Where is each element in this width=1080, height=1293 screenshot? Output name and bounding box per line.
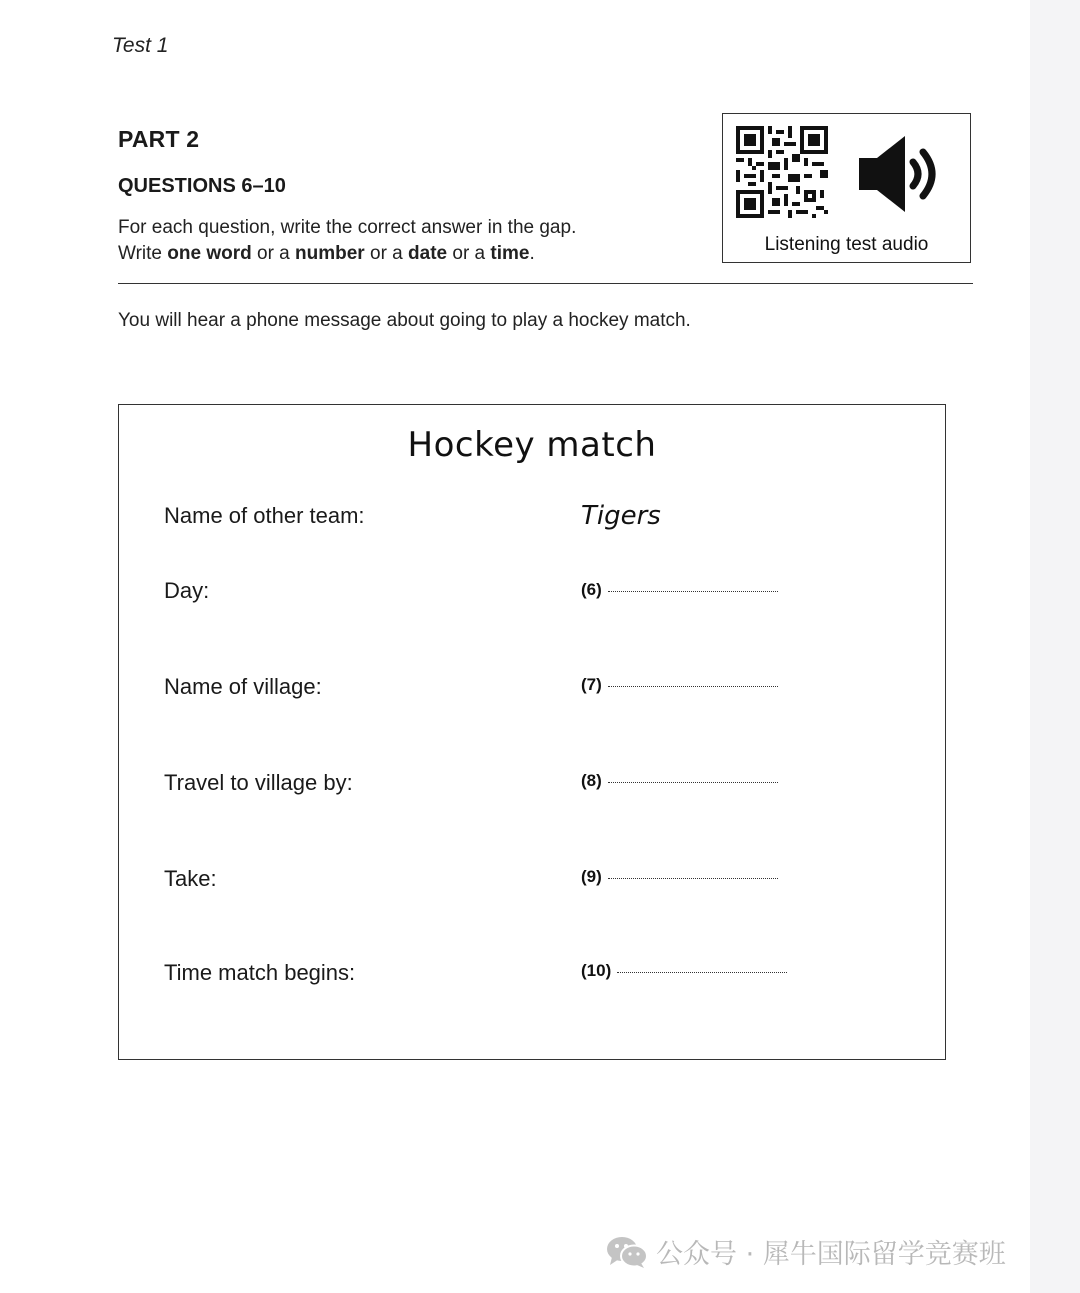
answer-line[interactable] <box>608 782 778 783</box>
row-label-other-team: Name of other team: <box>164 503 365 528</box>
answer-gap-7[interactable] <box>581 675 778 695</box>
answer-gap-8[interactable] <box>581 771 778 791</box>
gap-number: (7) <box>581 675 602 694</box>
row-label-village: Name of village: <box>164 674 322 699</box>
gap-number: (9) <box>581 867 602 886</box>
instruction-line-1: For each question, write the correct answer in the gap. <box>118 217 577 238</box>
answer-gap-6[interactable] <box>581 580 778 600</box>
form-title: Hockey match <box>407 425 657 465</box>
row-label-time: Time match begins: <box>164 960 356 985</box>
instructions <box>118 215 576 267</box>
part-title: PART 2 <box>118 126 200 152</box>
qr-code-icon[interactable] <box>736 126 828 218</box>
notes-form <box>118 404 946 1060</box>
answer-gap-9[interactable] <box>581 867 778 887</box>
watermark <box>606 1232 1006 1271</box>
intro-text: You will hear a phone message about going to play a hockey match. <box>118 310 691 331</box>
wechat-icon <box>606 1235 648 1269</box>
watermark-text: 公众号 · 犀牛国际留学竞赛班 <box>656 1239 1006 1270</box>
row-label-travel: Travel to village by: <box>164 770 353 795</box>
gap-number: (10) <box>581 961 612 980</box>
row-label-day: Day: <box>164 578 210 603</box>
divider <box>118 283 973 284</box>
answer-line[interactable] <box>608 591 778 592</box>
gap-number: (6) <box>581 580 602 599</box>
given-answer: Tigers <box>581 501 661 531</box>
row-label-take: Take: <box>164 866 217 891</box>
answer-line[interactable] <box>617 972 787 973</box>
audio-box[interactable] <box>722 113 971 263</box>
audio-caption: Listening test audio <box>764 234 929 255</box>
instruction-line-2: Write one word or a number or a date or a time. <box>118 243 535 264</box>
questions-title: QUESTIONS 6–10 <box>118 175 286 197</box>
gap-number: (8) <box>581 771 602 790</box>
answer-line[interactable] <box>608 878 778 879</box>
running-head: Test 1 <box>112 34 169 57</box>
answer-line[interactable] <box>608 686 778 687</box>
speaker-icon[interactable] <box>855 132 945 216</box>
answer-gap-10[interactable] <box>581 961 787 981</box>
